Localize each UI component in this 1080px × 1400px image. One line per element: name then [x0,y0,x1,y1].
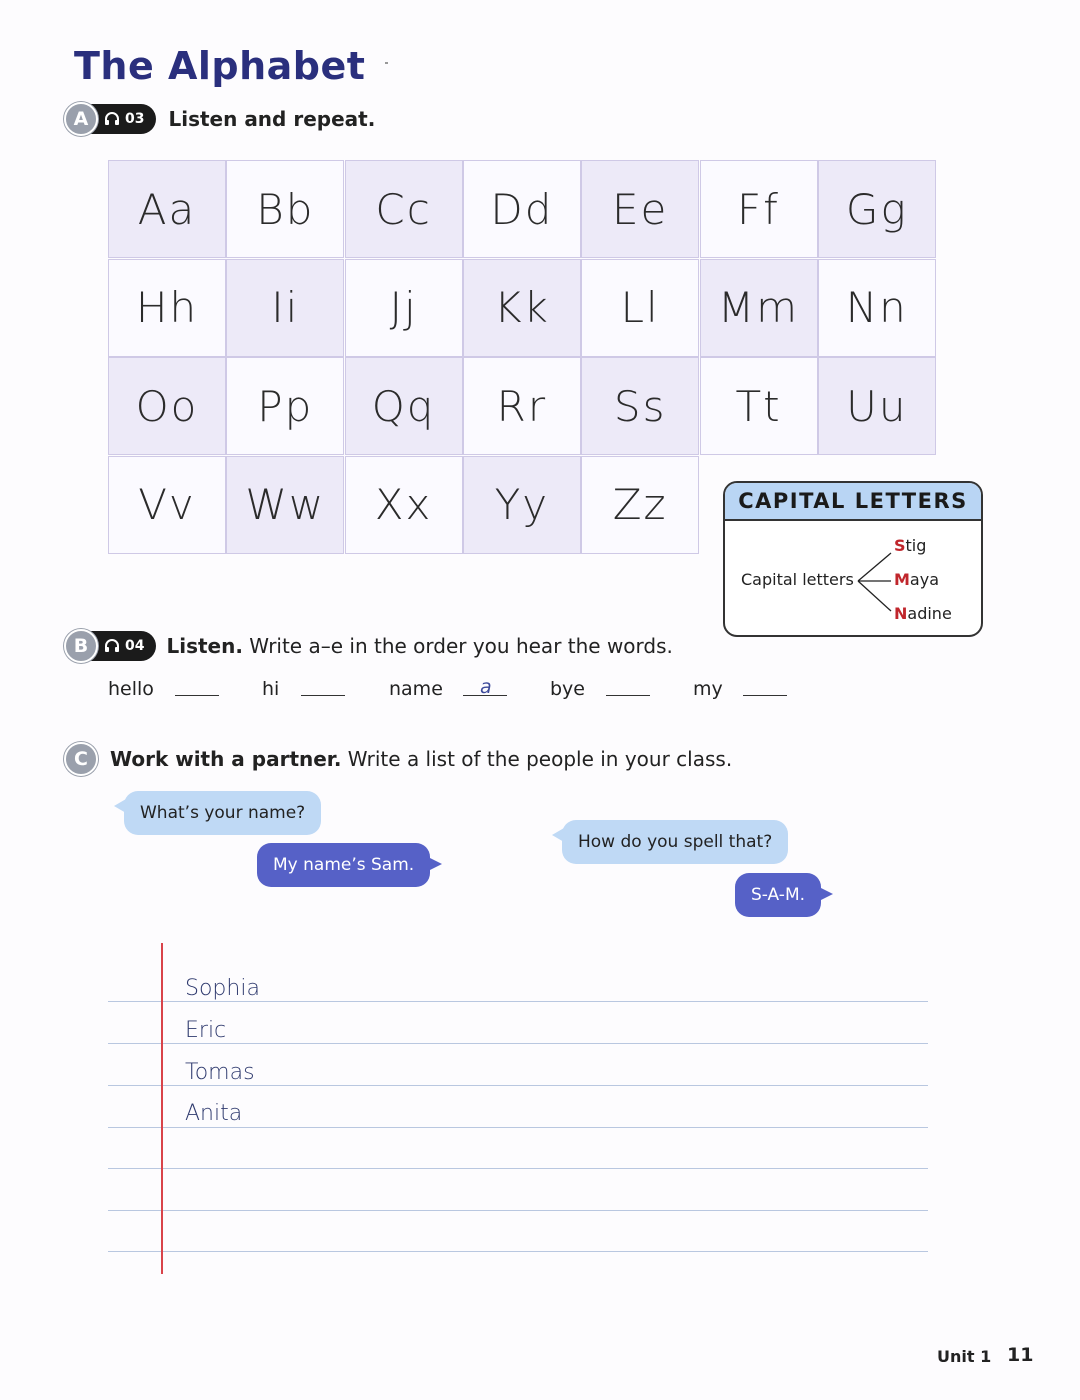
word-hello: hello [108,678,154,700]
ruled-line [108,1210,928,1211]
headphones-icon [104,112,120,126]
exercise-c-header [64,742,732,776]
capital-letters-box [723,481,983,637]
ruled-line [108,1001,928,1002]
exercise-b-instruction: Listen. Write a–e in the order you hear the words. [166,634,673,658]
letter-cell: Aa [108,160,226,258]
speech-bubble-answer: My name’s Sam. [257,843,430,887]
stray-mark [385,62,388,64]
letter-cell: Nn [818,259,936,357]
exercise-c-instruction: Work with a partner. Write a list of the people in your class. [110,747,733,771]
headphones-icon [104,639,120,653]
unit-label: Unit 1 [937,1347,992,1366]
exercise-a-instruction: Listen and repeat. [168,107,376,131]
page-title: The Alphabet [74,44,366,88]
letter-cell: Oo [108,357,226,455]
letter-cell: Ff [700,160,818,258]
ruled-line [108,1251,928,1252]
class-list-name: Tomas [185,1060,255,1085]
word-hi: hi [262,678,280,700]
capital-letters-heading: CAPITAL LETTERS [725,483,981,521]
answer-blank[interactable] [606,695,650,696]
letter-cell: Yy [463,456,581,554]
example-name: Nadine [894,604,952,623]
exercise-a-letter: A [64,102,98,136]
exercise-a-header [64,102,375,136]
letter-cell: Rr [463,357,581,455]
audio-track-a-button[interactable] [90,104,156,134]
answer-blank[interactable] [175,695,219,696]
class-list-name: Sophia [185,976,260,1001]
letter-cell: Ss [581,357,699,455]
exercise-b-header [64,629,673,663]
ruled-line [108,1168,928,1169]
example-name: Stig [894,536,927,555]
ruled-line [108,1085,928,1086]
letter-cell: Cc [345,160,463,258]
speech-bubble-question: How do you spell that? [562,820,788,864]
class-list-name: Eric [185,1018,227,1043]
letter-cell: Ee [581,160,699,258]
answer-text: a [480,676,492,698]
word-bye: bye [550,678,585,700]
letter-cell: Mm [700,259,818,357]
page-number: 11 [1007,1344,1034,1366]
letter-cell: Qq [345,357,463,455]
letter-cell: Gg [818,160,936,258]
letter-cell: Ww [226,456,344,554]
word-my: my [693,678,723,700]
letter-cell: Zz [581,456,699,554]
answer-blank[interactable] [301,695,345,696]
letter-cell: Tt [700,357,818,455]
letter-cell: Dd [463,160,581,258]
capital-letters-label: Capital letters [741,570,854,589]
letter-cell: Uu [818,357,936,455]
exercise-b-letter: B [64,629,98,663]
margin-line [161,943,163,1274]
letter-cell: Jj [345,259,463,357]
class-list-name: Anita [185,1101,243,1126]
letter-cell: Kk [463,259,581,357]
track-number: 04 [125,638,145,654]
ruled-line [108,1127,928,1128]
letter-cell: Ii [226,259,344,357]
ruled-line [108,1043,928,1044]
letter-cell: Xx [345,456,463,554]
example-name: Maya [894,570,939,589]
word-name: name [389,678,443,700]
letter-cell: Pp [226,357,344,455]
exercise-c-letter: C [64,742,98,776]
letter-cell: Bb [226,160,344,258]
audio-track-b-button[interactable] [90,631,156,661]
answer-blank[interactable] [743,695,787,696]
letter-cell: Ll [581,259,699,357]
letter-cell: Vv [108,456,226,554]
letter-cell: Hh [108,259,226,357]
speech-bubble-answer: S-A-M. [735,873,821,917]
speech-bubble-question: What’s your name? [124,791,321,835]
track-number: 03 [125,111,145,127]
